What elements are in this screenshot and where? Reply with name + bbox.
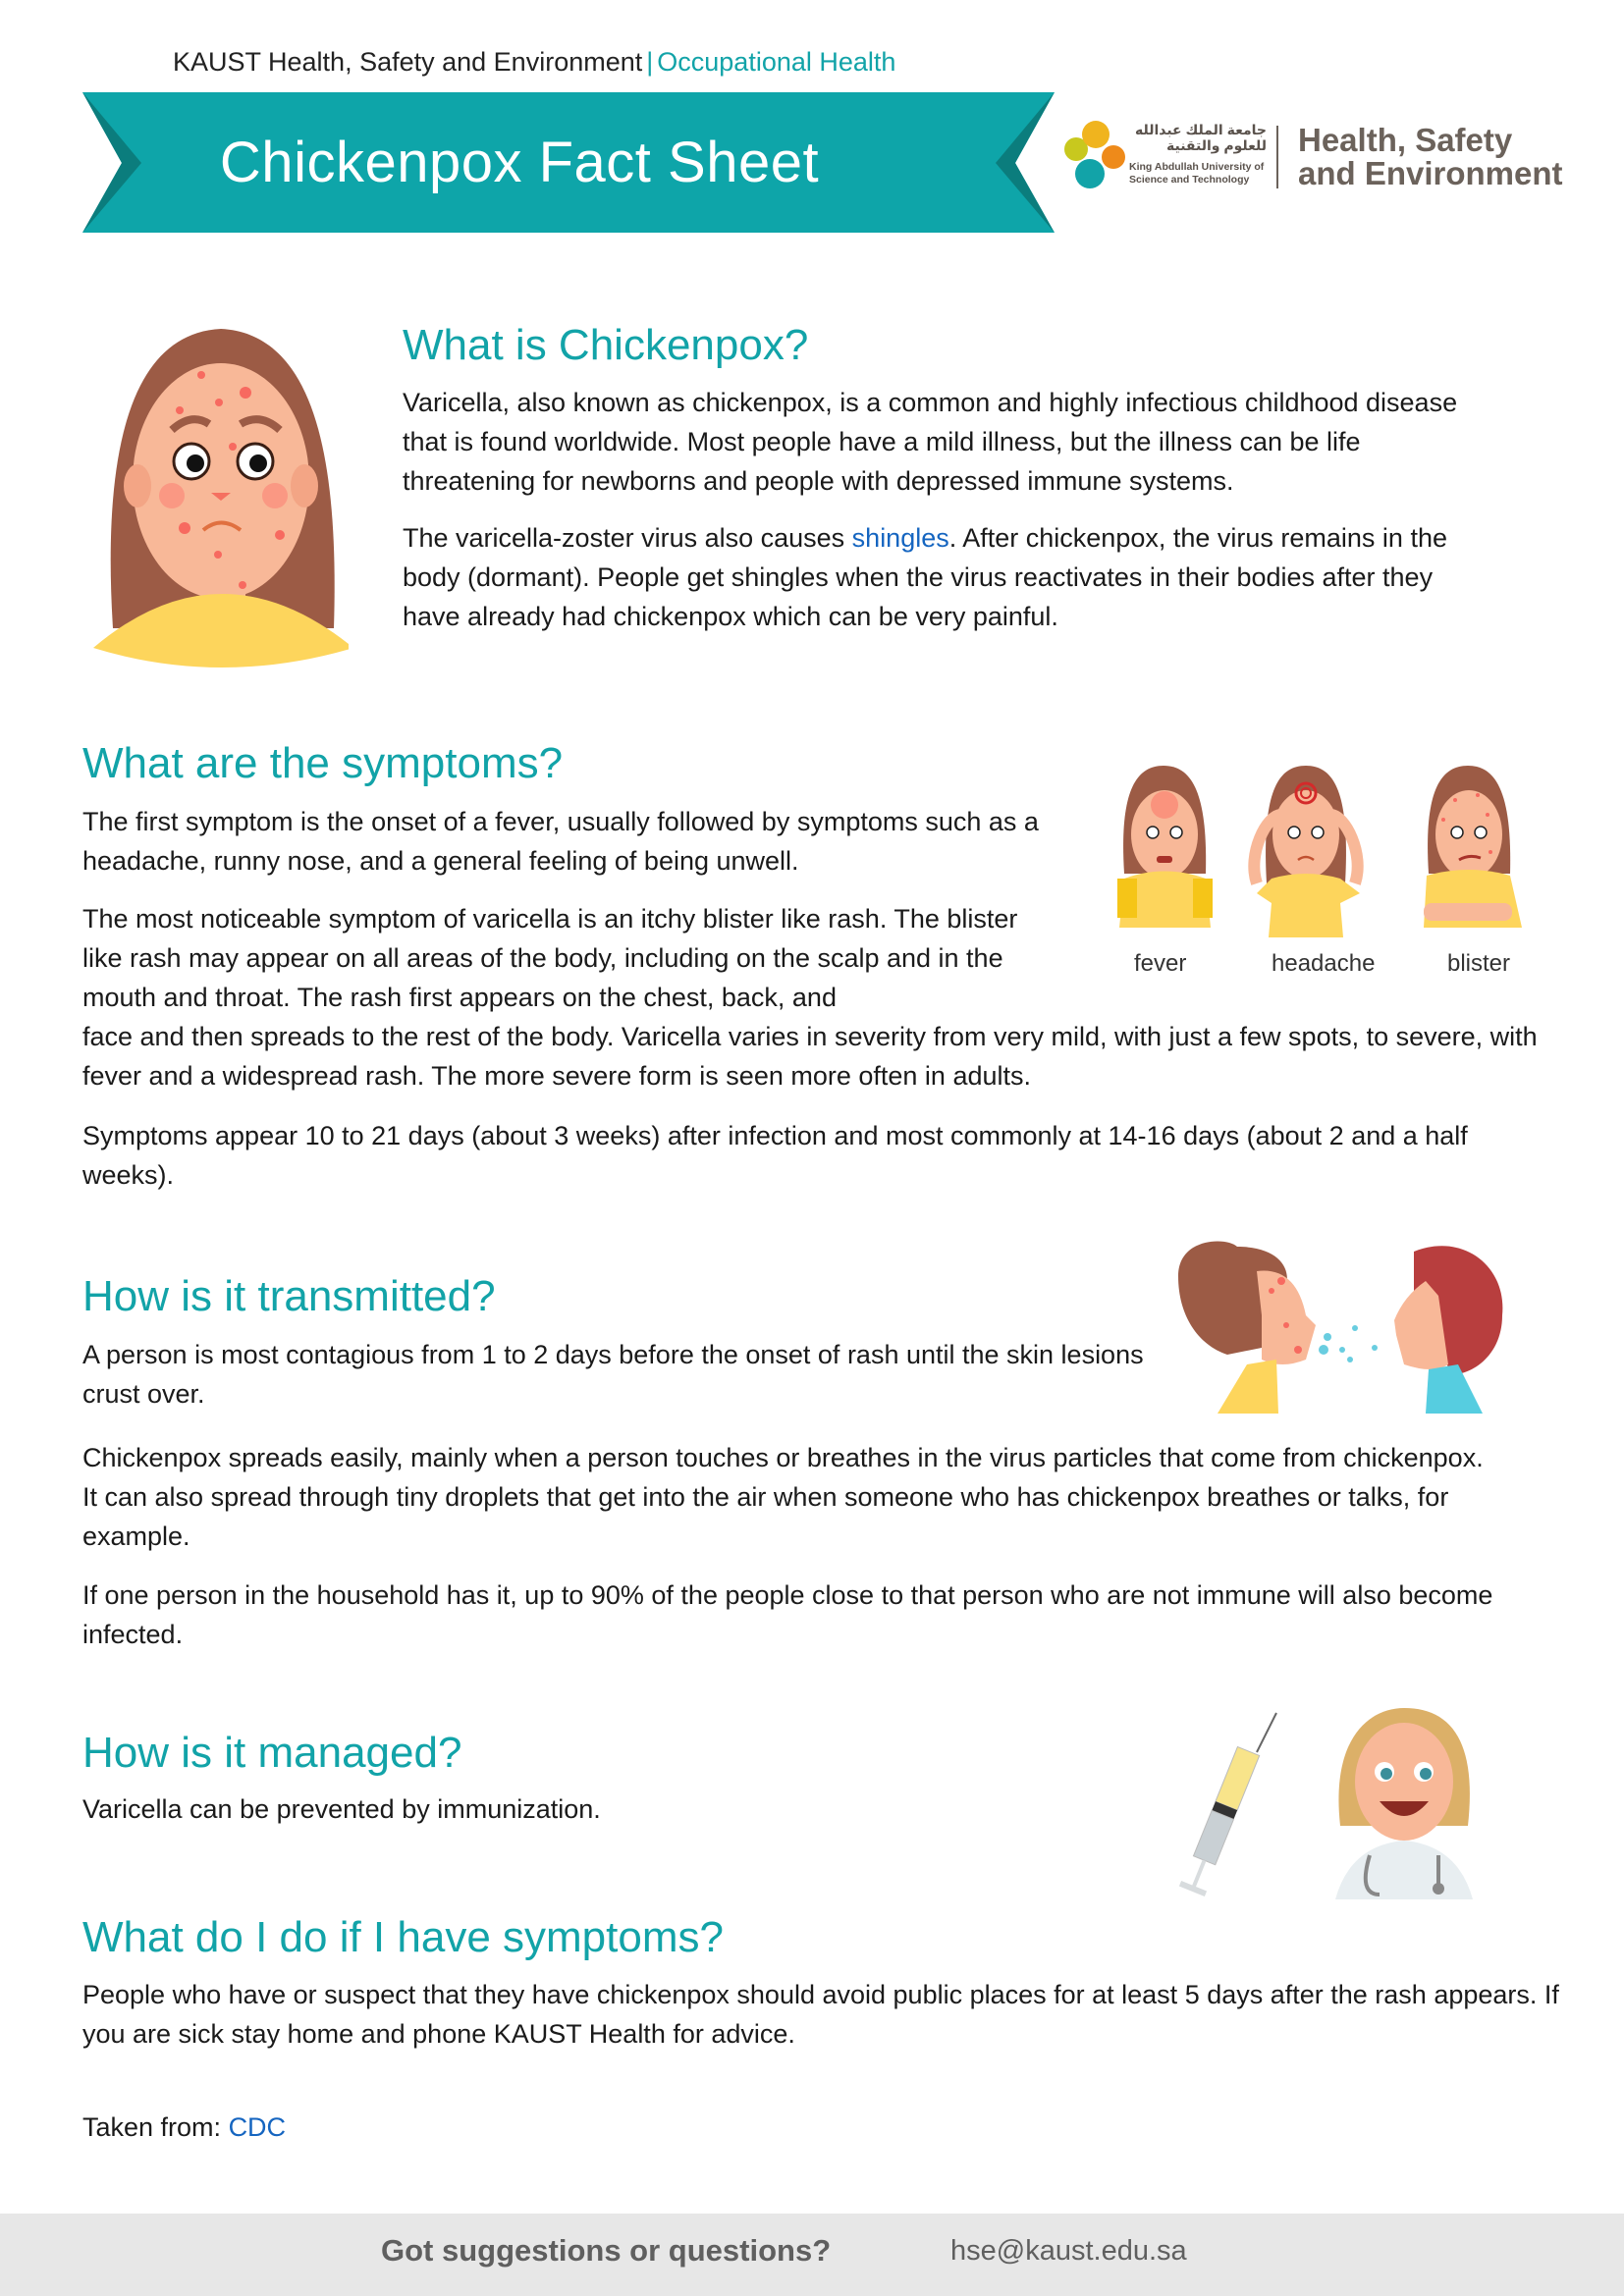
- logo-arabic-name: [1129, 122, 1267, 153]
- department-name: Occupational Health: [657, 47, 896, 77]
- symptoms-paragraph-2a: The most noticeable symptom of varicella is an itchy blister like rash. The blister like rash may appear on all areas of the body, including on the scalp and in the mouth and throat. The rash first appears on the chest, back, and: [82, 904, 1018, 1012]
- what-p2-text-after: . After chickenpox, the virus remains in the body (dormant). People get shingles when the virus reactivates in their bodies after they have already had chickenpox which can be very painful.: [403, 523, 1447, 631]
- heading-symptoms: What are the symptoms?: [82, 739, 564, 787]
- transmission-paragraph-2: Chickenpox spreads easily, mainly when a person touches or breathes in the virus particles that come from chickenpox. It can also spread through tiny droplets that get into the air when someone who has chickenpox breathes or talks, for example.: [82, 1443, 1484, 1551]
- footer-question: Got suggestions or questions?: [381, 2233, 832, 2268]
- what-p2-text-before: The varicella-zoster virus also causes: [403, 523, 852, 553]
- cdc-link[interactable]: CDC: [228, 2112, 287, 2142]
- blister-figure: [1424, 766, 1522, 928]
- source-label: Taken from:: [82, 2112, 229, 2142]
- symptoms-paragraph-2b: face and then spreads to the rest of the body. Varicella varies in severity from very mild, with just a few spots, to severe, with fever and a widespread rash. The more severe form is seen more often in adults.: [82, 1022, 1538, 1091]
- transmission-paragraph-1: A person is most contagious from 1 to 2 days before the onset of rash until the skin lesions crust over.: [82, 1340, 1144, 1409]
- org-name: KAUST Health, Safety and Environment: [173, 47, 643, 77]
- symptoms-paragraph-3: Symptoms appear 10 to 21 days (about 3 weeks) after infection and most commonly at 14-16 days (about 2 and a half weeks).: [82, 1121, 1468, 1190]
- syringe-icon: [1173, 1708, 1281, 1904]
- transmission-illustration: [1168, 1227, 1532, 1423]
- logo-unit-line2: and Environment: [1298, 155, 1563, 191]
- header-org-line: [173, 47, 895, 78]
- kaust-logo-icon: [1062, 120, 1131, 190]
- what-paragraph-2: [403, 518, 1492, 636]
- headache-figure: [1254, 766, 1360, 937]
- fever-figure: [1117, 766, 1213, 928]
- logo-english-name: King Abdullah University of Science and Technology: [1129, 161, 1265, 186]
- doctor-illustration: [1330, 1698, 1478, 1904]
- footer-email-link[interactable]: hse@kaust.edu.sa: [950, 2235, 1187, 2267]
- sick-girl-illustration: [93, 314, 349, 667]
- heading-what-is-chickenpox: What is Chickenpox?: [403, 321, 809, 369]
- page-title: Chickenpox Fact Sheet: [219, 131, 820, 194]
- symptoms-paragraph-1: The first symptom is the onset of a fever, usually followed by symptoms such as a headache, runny nose, and a general feeling of being unwell.: [82, 807, 1039, 876]
- shingles-link[interactable]: shingles: [851, 523, 949, 553]
- caption-fever: fever: [1134, 950, 1187, 977]
- source-line: [82, 2108, 286, 2147]
- symptom-illustrations: [1100, 756, 1542, 942]
- caption-headache: headache: [1272, 950, 1376, 977]
- what-paragraph-1: Varicella, also known as chickenpox, is a common and highly infectious childhood disease that is found worldwide. Most people have a mild illness, but the illness can be life threatening for newborns and people with depressed immune systems.: [403, 388, 1458, 496]
- logo-unit-name: [1298, 124, 1563, 190]
- logo-divider: [1276, 126, 1278, 188]
- logo-unit-line1: Health, Safety: [1298, 122, 1513, 158]
- managed-paragraph-1: Varicella can be prevented by immunization.: [82, 1794, 601, 1824]
- heading-managed: How is it managed?: [82, 1729, 462, 1777]
- heading-transmission: How is it transmitted?: [82, 1272, 496, 1320]
- logo-arabic-line2: للعلوم والتقنية: [1166, 137, 1267, 153]
- logo-arabic-line1: جامعة الملك عبدالله: [1134, 122, 1267, 137]
- transmission-paragraph-3: If one person in the household has it, up to 90% of the people close to that person who are not immune will also become infected.: [82, 1580, 1493, 1649]
- header-separator: |: [646, 47, 654, 77]
- heading-action: What do I do if I have symptoms?: [82, 1913, 724, 1961]
- action-paragraph-1: People who have or suspect that they have chickenpox should avoid public places for at least 5 days after the rash appears. If you are sick stay home and phone KAUST Health for advice.: [82, 1980, 1559, 2049]
- caption-blister: blister: [1447, 950, 1511, 977]
